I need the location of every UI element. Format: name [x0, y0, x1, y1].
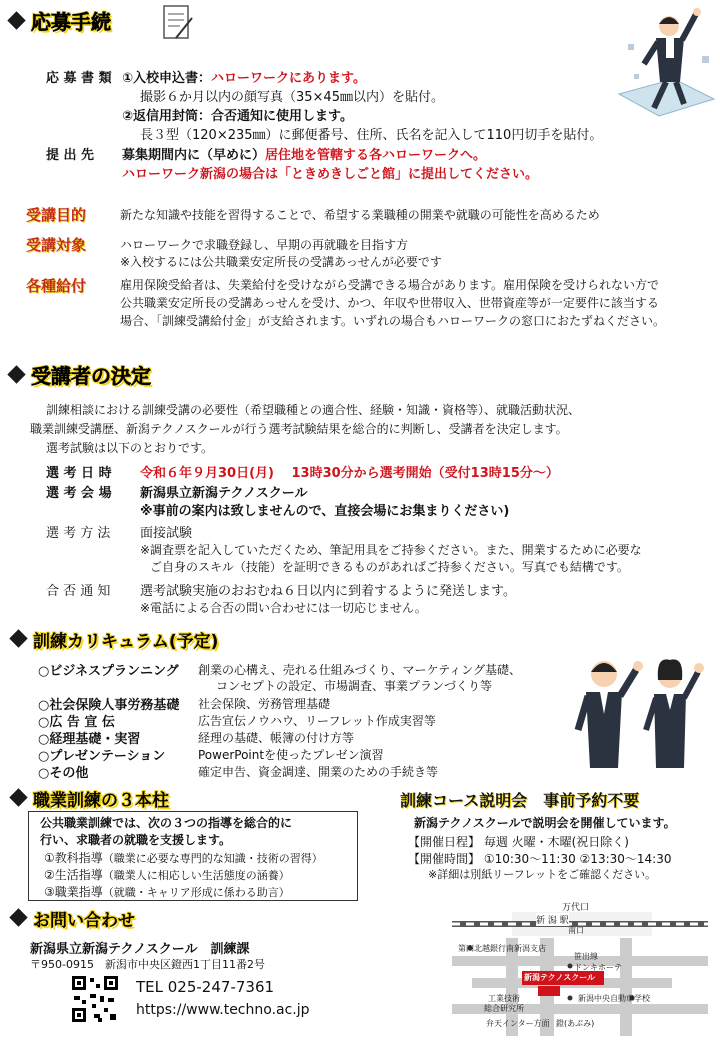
- map-label: 工業技術: [488, 994, 520, 1003]
- diamond-icon: [9, 629, 27, 647]
- purpose-text: 新たな知識や技能を習得することで、希望する業職種の開業や就職の可能性を高めるため: [120, 208, 600, 222]
- label-target: 受講対象: [26, 236, 87, 254]
- diamond-icon: [9, 908, 27, 926]
- pillar-1: ①教科指導（職業に必要な専門的な知識・技術の習得）: [44, 851, 323, 865]
- label-submit: 提 出 先: [46, 148, 95, 163]
- map-label: 新 潟 駅: [536, 913, 569, 926]
- briefing-title: 訓練コース説明会 事前予約不要: [400, 791, 640, 810]
- curriculum-desc: 確定申告、資金調達、開業のための手続き等: [198, 765, 439, 779]
- briefing-schedule: 【開催日程】 毎週 火曜・木曜(祝日除く): [408, 835, 629, 849]
- business-people-illustration: [566, 650, 706, 770]
- doc-item-1-note: 撮影６か月以内の顔写真（35×45㎜以内）を貼付。: [140, 90, 444, 105]
- submit-info: 募集期間内に（早めに）居住地を管轄する各ハローワークへ。: [122, 148, 487, 163]
- heading-contact: お問い合わせ: [12, 906, 135, 931]
- result-note: ※電話による合否の問い合わせには一切応じません。: [140, 601, 427, 615]
- curriculum-desc: 広告宣伝ノウハウ、リーフレット作成実習等: [198, 714, 436, 728]
- selection-method: 面接試験: [140, 526, 193, 541]
- label-method: 選 考 方 法: [46, 526, 111, 541]
- briefing-note: ※詳細は別紙リーフレットをご確認ください。: [428, 868, 657, 881]
- map-label: ドンキホーテ: [574, 963, 622, 972]
- label-venue: 選 考 会 場: [46, 486, 112, 501]
- curriculum-name: ○社会保険人事労務基礎: [38, 698, 180, 713]
- selection-date: 令和６年９月30日(月) 13時30分から選考開始（受付13時15分～）: [140, 466, 559, 481]
- contact-url[interactable]: https://www.techno.ac.jp: [136, 1002, 310, 1018]
- pillars-intro-1: 公共職業訓練では、次の３つの指導を総合的に: [40, 816, 293, 830]
- diamond-icon: [9, 788, 27, 806]
- contact-org: 新潟県立新潟テクノスクール 訓練課: [30, 942, 250, 957]
- diamond-icon: [7, 365, 25, 383]
- jumping-man-illustration: [614, 4, 718, 124]
- benefits-text-2: 公共職業安定所長の受講あっせんを受け、かつ、年収や世帯収入、世帯資産等が一定要件に該当する: [120, 296, 659, 310]
- selection-para-3: 選考試験は以下のとおりです。: [46, 441, 214, 455]
- curriculum-desc: コンセプトの設定、市場調査、事業プランづくり等: [216, 679, 493, 693]
- curriculum-name: ○プレゼンテーション: [38, 749, 166, 764]
- curriculum-name: ○広 告 宣 伝: [38, 715, 115, 730]
- label-benefits: 各種給付: [26, 277, 87, 295]
- heading-application: 応募手続: [10, 6, 111, 35]
- selection-para-1: 訓練相談における訓練受講の必要性（希望職種との適合性、経験・知識・資格等）、就職活動状況、: [46, 403, 581, 417]
- label-date: 選 考 日 時: [46, 466, 112, 481]
- briefing-line-1: 新潟テクノスクールで説明会を開催しています。: [414, 816, 676, 830]
- curriculum-desc: 創業の心構え、売れる仕組みづくり、マーケティング基礎、: [198, 663, 522, 677]
- curriculum-desc: PowerPointを使ったプレゼン演習: [198, 748, 384, 762]
- briefing-time: 【開催時間】 ①10:30～11:30 ②13:30～14:30: [408, 852, 672, 866]
- map-label: 第四北越銀行南新潟支店: [458, 944, 546, 953]
- contact-tel[interactable]: TEL 025-247-7361: [136, 978, 275, 996]
- map-label: 南口: [568, 926, 584, 935]
- map-label: 鐙(あぶみ): [556, 1019, 595, 1028]
- method-note-1: ※調査票を記入していただくため、筆記用具をご持参ください。また、開業するために必要な: [140, 543, 642, 557]
- benefits-text-1: 雇用保険受給者は、失業給付を受けながら受講できる場合があります。雇用保険を受けられない方で: [120, 278, 660, 292]
- diamond-icon: [7, 11, 25, 29]
- label-result: 合 否 通 知: [46, 584, 111, 599]
- target-text: ハローワークで求職登録し、早期の再就職を目指す方: [120, 238, 409, 252]
- selection-para-2: 職業訓練受講歴、新潟テクノスクールが行う選考試験結果を総合的に判断し、受講者を決定します。: [30, 422, 568, 436]
- curriculum-name: ○ビジネスプランニング: [38, 664, 179, 679]
- qr-code-icon[interactable]: [70, 974, 120, 1024]
- label-purpose: 受講目的: [26, 206, 87, 224]
- curriculum-desc: 経理の基礎、帳簿の付け方等: [198, 731, 355, 745]
- submit-note: ハローワーク新潟の場合は「ときめきしごと館」に提出してください。: [122, 167, 539, 182]
- doc-item-2-note: 長３型（120×235㎜）に郵便番号、住所、氏名を記入して110円切手を貼付。: [140, 128, 603, 143]
- pillar-3: ③職業指導（就職・キャリア形成に係わる助言）: [44, 885, 290, 899]
- target-note: ※入校するには公共職業安定所長の受講あっせんが必要です: [120, 255, 442, 269]
- doc-item-1: ①入校申込書：ハローワークにあります。: [122, 71, 366, 86]
- map-label: 万代口: [562, 903, 590, 913]
- heading-selection: 受講者の決定: [10, 360, 151, 389]
- document-icon: [160, 4, 194, 42]
- contact-address: 〒950-0915 新潟市中央区鐙西1丁目11番2号: [30, 958, 265, 971]
- pillars-intro-2: 行い、求職者の就職を支援します。: [40, 833, 232, 847]
- pillar-2: ②生活指導（職業人に相応しい生活態度の涵養）: [44, 868, 290, 882]
- label-documents: 応 募 書 類: [46, 71, 112, 86]
- benefits-text-3: 場合、「訓練受講給付金」が支給されます。いずれの場合もハローワークの窓口におたずねください。: [120, 314, 666, 328]
- curriculum-desc: 社会保険、労務管理基礎: [198, 697, 331, 711]
- curriculum-name: ○その他: [38, 766, 89, 781]
- map-label: 総合研究所: [484, 1004, 524, 1013]
- method-note-2: ご自身のスキル（技能）を証明できるものがあればご持参ください。写真でも結構です。: [150, 560, 629, 574]
- selection-venue: 新潟県立新潟テクノスクール: [140, 486, 308, 501]
- map-label: 笹出線: [574, 952, 598, 961]
- heading-curriculum: 訓練カリキュラム(予定): [12, 627, 218, 652]
- doc-item-2: ②返信用封筒：合否通知に使用します。: [122, 109, 353, 124]
- venue-note: ※事前の案内は致しませんので、直接会場にお集まりください): [140, 504, 510, 519]
- curriculum-name: ○経理基礎・実習: [38, 732, 141, 747]
- heading-three-pillars: 職業訓練の３本柱: [12, 786, 169, 811]
- result-text: 選考試験実施のおおむね６日以内に到着するように発送します。: [140, 584, 516, 599]
- map-label: 新潟テクノスクール: [524, 973, 596, 982]
- map-label: 弁天インター方面: [486, 1019, 550, 1028]
- map-label: 新潟中央自動車学校: [578, 994, 650, 1003]
